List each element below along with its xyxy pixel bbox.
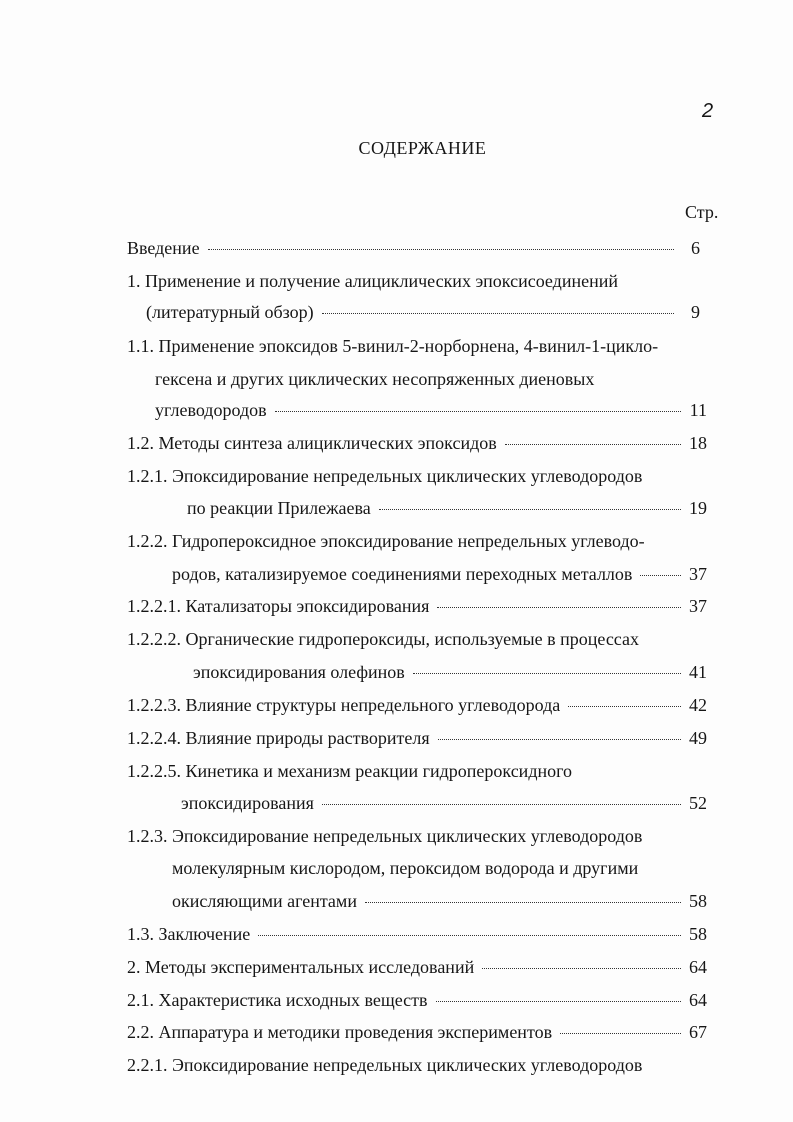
toc-entry-line [127,1054,642,1076]
toc-entry [127,432,707,454]
dot-leader [640,575,681,576]
toc-entry [127,727,707,749]
toc-page-number: 58 [689,924,707,944]
dot-leader [437,607,681,608]
toc-page-number: 42 [689,695,707,715]
toc-page-number: 64 [689,990,707,1010]
toc-entry [127,923,707,945]
dot-leader [560,1033,681,1034]
toc-entry [193,661,707,683]
toc-page-number: 37 [689,596,707,616]
toc-entry-line [127,530,645,552]
dot-leader [436,1001,681,1002]
toc-entry-text: 1.2.2.2. Органические гидропероксиды, используемые в процессах [127,629,640,649]
toc-entry-text: 1.2.2.3. Влияние структуры непредельного углеводорода [127,695,561,715]
dot-leader [505,444,681,445]
toc-entry-line [127,335,658,357]
toc-entry [127,1021,707,1043]
toc-page-number: 67 [689,1022,707,1042]
dot-leader [258,935,681,936]
toc-page-number: 9 [691,302,700,322]
dot-leader [208,249,674,250]
dot-leader [482,968,681,969]
toc-entry [127,237,700,259]
dot-leader [275,411,681,412]
toc-entry-line [155,368,594,390]
toc-page-number: 11 [689,400,707,420]
toc-entry-line [172,857,638,879]
dot-leader [322,804,681,805]
toc-entry-line [127,465,642,487]
toc-page-number: 41 [689,662,707,682]
toc-entry-text: 1.3. Заключение [127,924,251,944]
toc-entry-line [127,825,642,847]
toc-entry-text: 1.2.1. Эпоксидирование непредельных циклических углеводородов [127,466,643,486]
toc-entry-text: 2.1. Характеристика исходных веществ [127,990,428,1010]
toc-page-number: 49 [689,728,707,748]
toc-entry-text: 1.2.3. Эпоксидирование непредельных циклических углеводородов [127,826,643,846]
toc-entry-text: 1.2.2.1. Катализаторы эпоксидирования [127,596,430,616]
toc-entry-text: по реакции Прилежаева [187,498,371,518]
toc-entry-text: 1.2.2. Гидропероксидное эпоксидирование непредельных углеводо- [127,531,645,551]
dot-leader [413,673,681,674]
toc-entry-text: 2.2. Аппаратура и методики проведения экспериментов [127,1022,553,1042]
toc-entry-text: 1.2.2.5. Кинетика и механизм реакции гидропероксидного [127,761,573,781]
page-title: СОДЕРЖАНИЕ [358,138,487,158]
toc-entry-text: 1.1. Применение эпоксидов 5-винил-2-норборнена, 4-винил-1-цикло- [127,336,659,356]
toc-entry-text: 2.2.1. Эпоксидирование непредельных циклических углеводородов [127,1055,643,1075]
toc-entry-text: молекулярным кислородом, пероксидом водорода и другими [172,858,639,878]
toc-entry [127,595,707,617]
toc-entry-text: 2. Методы экспериментальных исследований [127,957,475,977]
toc-entry [155,399,707,421]
dot-leader [322,313,674,314]
toc-entry [127,694,707,716]
toc-entry-text: эпоксидирования олефинов [193,662,405,682]
toc-entry-text: окисляющими агентами [172,891,357,911]
toc-page-number: 18 [689,433,707,453]
toc-entry-text: 1.2. Методы синтеза алициклических эпоксидов [127,433,497,453]
toc-entry [127,956,707,978]
toc-entry-text: гексена и других циклических несопряженных диеновых [155,369,595,389]
toc-page-number: 19 [689,498,707,518]
toc-entry-text: 1.2.2.4. Влияние природы растворителя [127,728,430,748]
toc-entry [172,563,707,585]
toc-entry-line [127,628,639,650]
toc-page-number: 6 [691,238,700,258]
dot-leader [379,509,681,510]
dot-leader [365,902,681,903]
toc-entry [127,989,707,1011]
toc-entry-text: Введение [127,238,200,258]
toc-entry-text: родов, катализируемое соединениями переходных металлов [172,564,633,584]
toc-page-number: 58 [689,891,707,911]
toc-entry [172,890,707,912]
pages-column-header: Стр. [685,202,719,222]
dot-leader [438,739,681,740]
page-number: 2 [702,100,714,122]
toc-entry-text: углеводородов [155,400,267,420]
toc-entry [146,301,700,323]
toc-entry [187,497,707,519]
toc-entry-text: (литературный обзор) [146,302,314,322]
toc-page-number: 37 [689,564,707,584]
toc-entry-line [127,760,572,782]
toc-page-number: 64 [689,957,707,977]
toc-entry-line [127,270,618,292]
toc-entry-text: эпоксидирования [181,793,314,813]
toc-entry-text: 1. Применение и получение алициклических эпоксисоединений [127,271,618,291]
toc-page-number: 52 [689,793,707,813]
dot-leader [568,706,681,707]
toc-entry [181,792,707,814]
